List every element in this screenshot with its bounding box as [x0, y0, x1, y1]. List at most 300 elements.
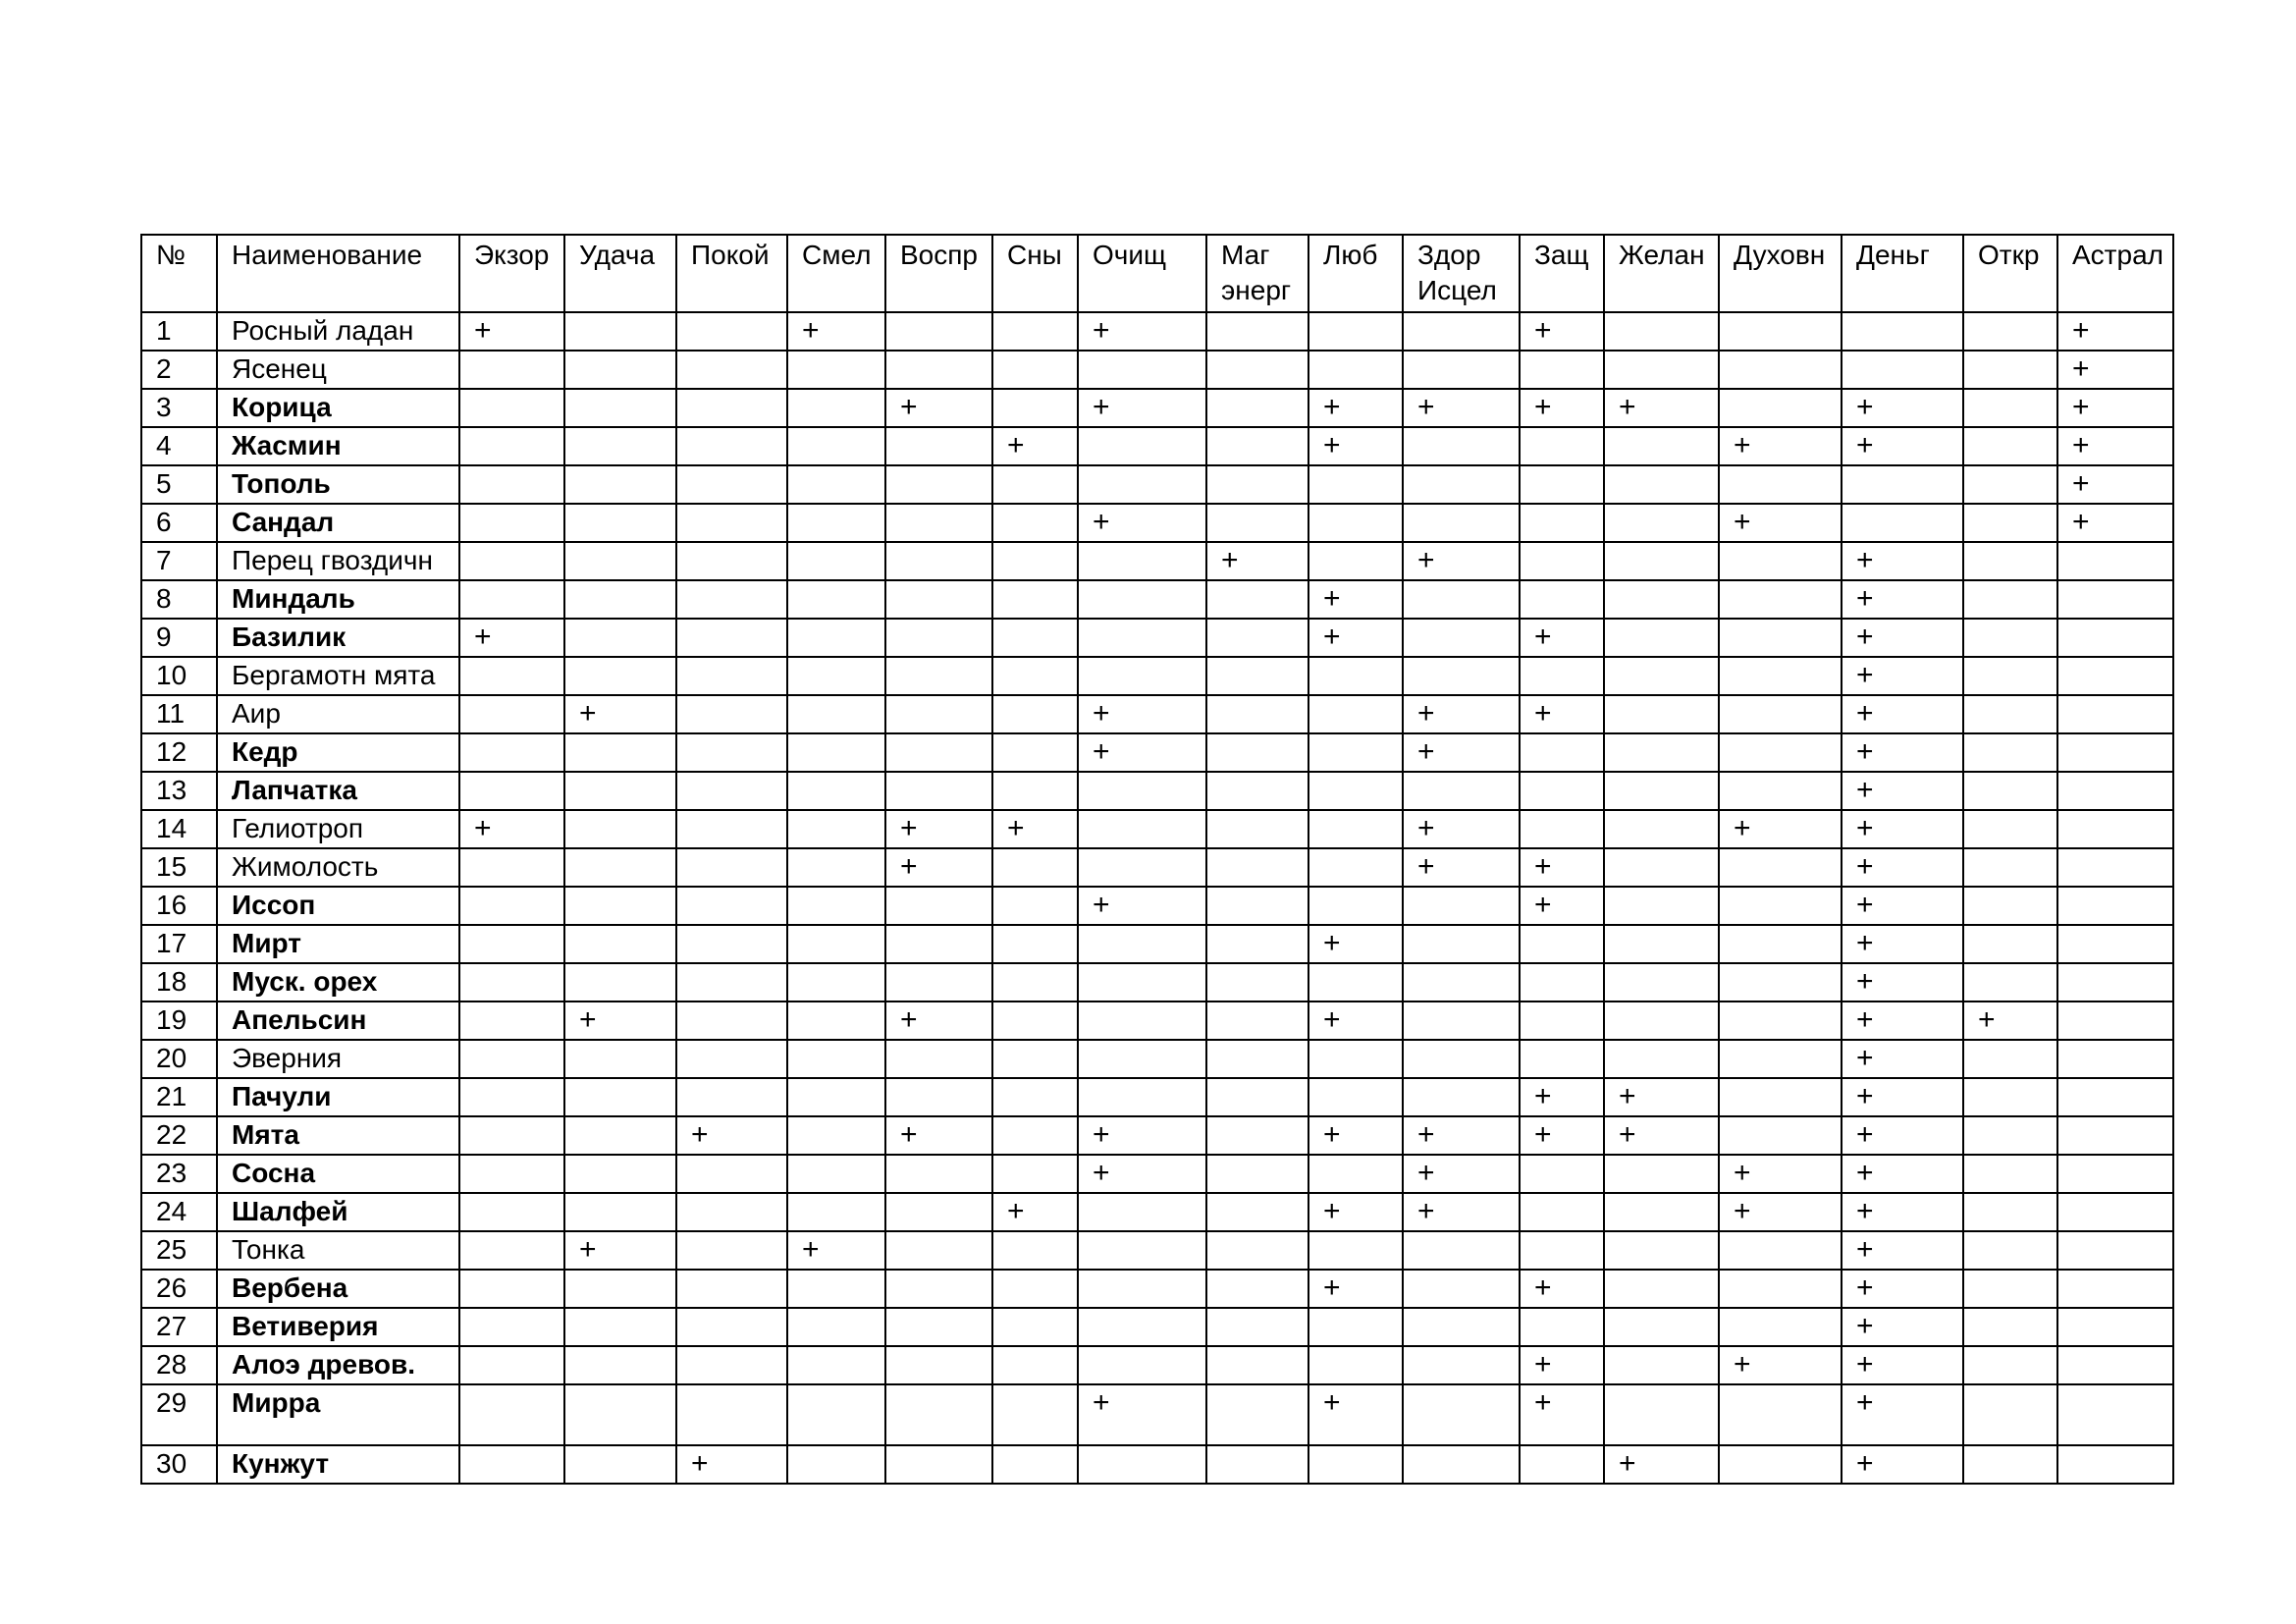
property-mark-cell: [885, 1078, 992, 1116]
property-mark-cell: [1719, 389, 1842, 427]
property-mark-cell: [1604, 695, 1719, 733]
property-mark-cell: [1604, 925, 1719, 963]
column-header: Люб: [1308, 235, 1403, 312]
property-mark-cell: [1963, 1308, 2057, 1346]
property-mark-cell: [787, 810, 885, 848]
property-mark-cell: [1520, 427, 1604, 465]
property-mark-cell: [564, 619, 676, 657]
property-mark-cell: [1963, 695, 2057, 733]
property-mark-cell: +: [992, 1193, 1078, 1231]
property-mark-cell: [885, 619, 992, 657]
property-mark-cell: [992, 657, 1078, 695]
property-mark-cell: [2057, 1155, 2173, 1193]
property-mark-cell: [459, 1001, 564, 1040]
property-mark-cell: [1719, 1270, 1842, 1308]
property-mark-cell: [2057, 657, 2173, 695]
property-mark-cell: +: [1963, 1001, 2057, 1040]
property-mark-cell: [676, 1346, 787, 1384]
property-mark-cell: [1206, 1078, 1308, 1116]
property-mark-cell: [885, 580, 992, 619]
property-mark-cell: [1206, 1346, 1308, 1384]
property-mark-cell: [787, 619, 885, 657]
property-mark-cell: [1403, 657, 1520, 695]
property-mark-cell: [1308, 810, 1403, 848]
row-number: 16: [141, 887, 217, 925]
property-mark-cell: +: [787, 1231, 885, 1270]
property-mark-cell: [459, 427, 564, 465]
table-row: [141, 351, 2173, 389]
property-mark-cell: +: [885, 810, 992, 848]
property-mark-cell: [1308, 1078, 1403, 1116]
property-mark-cell: +: [1842, 810, 1963, 848]
property-mark-cell: +: [676, 1116, 787, 1155]
row-number: 23: [141, 1155, 217, 1193]
property-mark-cell: [564, 1078, 676, 1116]
property-mark-cell: [885, 1384, 992, 1445]
row-number: 4: [141, 427, 217, 465]
property-mark-cell: [787, 504, 885, 542]
property-mark-cell: +: [1719, 1193, 1842, 1231]
property-mark-cell: [459, 695, 564, 733]
property-mark-cell: [992, 1308, 1078, 1346]
property-mark-cell: [1206, 1231, 1308, 1270]
table-row: [141, 465, 2173, 504]
property-mark-cell: +: [459, 619, 564, 657]
property-mark-cell: [1206, 580, 1308, 619]
property-mark-cell: [1520, 1155, 1604, 1193]
property-mark-cell: [564, 1384, 676, 1445]
table-row: [141, 542, 2173, 580]
property-mark-cell: +: [1078, 504, 1206, 542]
property-mark-cell: [564, 1270, 676, 1308]
property-mark-cell: [2057, 1346, 2173, 1384]
property-mark-cell: [1206, 465, 1308, 504]
row-number: 30: [141, 1445, 217, 1484]
property-mark-cell: [992, 695, 1078, 733]
property-mark-cell: [564, 351, 676, 389]
property-mark-cell: [885, 963, 992, 1001]
property-mark-cell: +: [459, 312, 564, 351]
table-row: [141, 772, 2173, 810]
property-mark-cell: [1963, 887, 2057, 925]
property-mark-cell: [676, 1001, 787, 1040]
row-number: 25: [141, 1231, 217, 1270]
property-mark-cell: +: [1842, 772, 1963, 810]
herb-name: Пачули: [217, 1078, 459, 1116]
property-mark-cell: +: [1842, 1116, 1963, 1155]
property-mark-cell: [1206, 351, 1308, 389]
property-mark-cell: [787, 925, 885, 963]
property-mark-cell: [459, 733, 564, 772]
property-mark-cell: [1520, 504, 1604, 542]
property-mark-cell: [459, 504, 564, 542]
property-mark-cell: [992, 1001, 1078, 1040]
property-mark-cell: [1308, 772, 1403, 810]
property-mark-cell: +: [1842, 619, 1963, 657]
herb-name: Жимолость: [217, 848, 459, 887]
herb-name: Ветиверия: [217, 1308, 459, 1346]
property-mark-cell: +: [564, 695, 676, 733]
property-mark-cell: +: [1842, 1155, 1963, 1193]
property-mark-cell: [1308, 657, 1403, 695]
property-mark-cell: [1963, 1116, 2057, 1155]
property-mark-cell: [1403, 1078, 1520, 1116]
property-mark-cell: [992, 1346, 1078, 1384]
property-mark-cell: [1308, 1346, 1403, 1384]
property-mark-cell: [1604, 619, 1719, 657]
table-row: [141, 1384, 2173, 1445]
property-mark-cell: [1206, 925, 1308, 963]
property-mark-cell: [992, 1040, 1078, 1078]
property-mark-cell: [459, 389, 564, 427]
table-row: [141, 1308, 2173, 1346]
property-mark-cell: [676, 580, 787, 619]
property-mark-cell: [1206, 810, 1308, 848]
property-mark-cell: [1403, 1270, 1520, 1308]
property-mark-cell: [676, 1078, 787, 1116]
property-mark-cell: [1963, 925, 2057, 963]
herb-name: Муск. орех: [217, 963, 459, 1001]
herb-name: Тополь: [217, 465, 459, 504]
herb-name: Иссоп: [217, 887, 459, 925]
property-mark-cell: +: [1308, 580, 1403, 619]
property-mark-cell: [885, 1445, 992, 1484]
property-mark-cell: [787, 1078, 885, 1116]
property-mark-cell: [564, 1040, 676, 1078]
property-mark-cell: +: [1520, 312, 1604, 351]
property-mark-cell: [676, 504, 787, 542]
property-mark-cell: [564, 887, 676, 925]
herb-name: Сандал: [217, 504, 459, 542]
property-mark-cell: [787, 695, 885, 733]
property-mark-cell: [787, 1116, 885, 1155]
row-number: 8: [141, 580, 217, 619]
table-row: [141, 427, 2173, 465]
property-mark-cell: [1078, 810, 1206, 848]
property-mark-cell: [1206, 1155, 1308, 1193]
property-mark-cell: [1963, 1193, 2057, 1231]
row-number: 15: [141, 848, 217, 887]
property-mark-cell: [1604, 580, 1719, 619]
property-mark-cell: +: [1520, 1078, 1604, 1116]
property-mark-cell: [564, 465, 676, 504]
property-mark-cell: [1963, 1384, 2057, 1445]
property-mark-cell: [1206, 1116, 1308, 1155]
row-number: 14: [141, 810, 217, 848]
property-mark-cell: [1308, 312, 1403, 351]
property-mark-cell: [787, 389, 885, 427]
property-mark-cell: [1842, 312, 1963, 351]
property-mark-cell: [1520, 1231, 1604, 1270]
property-mark-cell: [676, 427, 787, 465]
table-row: [141, 887, 2173, 925]
property-mark-cell: [564, 427, 676, 465]
herb-name: Лапчатка: [217, 772, 459, 810]
property-mark-cell: [885, 925, 992, 963]
property-mark-cell: [2057, 1445, 2173, 1484]
property-mark-cell: [1520, 810, 1604, 848]
table-row: [141, 1155, 2173, 1193]
property-mark-cell: [1078, 619, 1206, 657]
property-mark-cell: [885, 542, 992, 580]
property-mark-cell: [459, 465, 564, 504]
property-mark-cell: [1520, 1308, 1604, 1346]
property-mark-cell: [787, 1040, 885, 1078]
property-mark-cell: [1604, 657, 1719, 695]
herb-name: Бергамотн мята: [217, 657, 459, 695]
property-mark-cell: [992, 1384, 1078, 1445]
property-mark-cell: [1719, 657, 1842, 695]
column-header: Маг энерг: [1206, 235, 1308, 312]
property-mark-cell: [1604, 1001, 1719, 1040]
table-row: [141, 1270, 2173, 1308]
table-row: [141, 1116, 2173, 1155]
table-row: [141, 963, 2173, 1001]
property-mark-cell: [1963, 542, 2057, 580]
property-mark-cell: [1206, 657, 1308, 695]
property-mark-cell: [1308, 1308, 1403, 1346]
property-mark-cell: [1403, 427, 1520, 465]
property-mark-cell: +: [1842, 1078, 1963, 1116]
property-mark-cell: +: [1078, 887, 1206, 925]
property-mark-cell: +: [1842, 963, 1963, 1001]
property-mark-cell: [1842, 504, 1963, 542]
herb-name: Апельсин: [217, 1001, 459, 1040]
property-mark-cell: +: [1403, 810, 1520, 848]
property-mark-cell: +: [1842, 1346, 1963, 1384]
property-mark-cell: [1520, 351, 1604, 389]
property-mark-cell: [2057, 887, 2173, 925]
property-mark-cell: [1963, 619, 2057, 657]
property-mark-cell: [1520, 733, 1604, 772]
property-mark-cell: [1403, 772, 1520, 810]
property-mark-cell: +: [787, 312, 885, 351]
property-mark-cell: +: [1078, 1384, 1206, 1445]
property-mark-cell: [1403, 963, 1520, 1001]
table-row: [141, 312, 2173, 351]
herb-name: Алоэ древов.: [217, 1346, 459, 1384]
herb-name: Корица: [217, 389, 459, 427]
property-mark-cell: [1963, 1346, 2057, 1384]
property-mark-cell: +: [1308, 389, 1403, 427]
property-mark-cell: +: [1308, 1384, 1403, 1445]
property-mark-cell: [1963, 1231, 2057, 1270]
property-mark-cell: [564, 1193, 676, 1231]
property-mark-cell: +: [1719, 1346, 1842, 1384]
property-mark-cell: [1604, 1384, 1719, 1445]
property-mark-cell: +: [2057, 312, 2173, 351]
property-mark-cell: +: [1842, 1270, 1963, 1308]
property-mark-cell: [787, 1270, 885, 1308]
property-mark-cell: [1963, 810, 2057, 848]
property-mark-cell: [1206, 963, 1308, 1001]
property-mark-cell: +: [1078, 389, 1206, 427]
property-mark-cell: [1963, 1445, 2057, 1484]
property-mark-cell: [1308, 351, 1403, 389]
property-mark-cell: [2057, 619, 2173, 657]
property-mark-cell: [1403, 1308, 1520, 1346]
property-mark-cell: +: [459, 810, 564, 848]
property-mark-cell: [1719, 312, 1842, 351]
property-mark-cell: +: [1206, 542, 1308, 580]
column-header: Деньг: [1842, 235, 1963, 312]
property-mark-cell: [2057, 963, 2173, 1001]
property-mark-cell: +: [1842, 733, 1963, 772]
property-mark-cell: [1403, 312, 1520, 351]
property-mark-cell: +: [1078, 695, 1206, 733]
row-number: 29: [141, 1384, 217, 1445]
property-mark-cell: +: [1403, 1193, 1520, 1231]
property-mark-cell: [992, 848, 1078, 887]
property-mark-cell: [1963, 504, 2057, 542]
property-mark-cell: [564, 312, 676, 351]
column-header: №: [141, 235, 217, 312]
property-mark-cell: +: [1078, 733, 1206, 772]
column-header: Смел: [787, 235, 885, 312]
property-mark-cell: [1078, 963, 1206, 1001]
property-mark-cell: [787, 351, 885, 389]
property-mark-cell: [1308, 1445, 1403, 1484]
property-mark-cell: [676, 351, 787, 389]
property-mark-cell: [1206, 1308, 1308, 1346]
property-mark-cell: [1206, 427, 1308, 465]
row-number: 7: [141, 542, 217, 580]
column-header: Очищ: [1078, 235, 1206, 312]
property-mark-cell: [2057, 733, 2173, 772]
property-mark-cell: +: [1520, 619, 1604, 657]
property-mark-cell: [1520, 1445, 1604, 1484]
table-row: [141, 1346, 2173, 1384]
property-mark-cell: [992, 887, 1078, 925]
property-mark-cell: [1963, 1155, 2057, 1193]
property-mark-cell: [885, 465, 992, 504]
property-mark-cell: [1206, 772, 1308, 810]
property-mark-cell: [1719, 1231, 1842, 1270]
property-mark-cell: +: [1842, 1040, 1963, 1078]
property-mark-cell: [459, 351, 564, 389]
property-mark-cell: [1206, 504, 1308, 542]
property-mark-cell: [1403, 1040, 1520, 1078]
property-mark-cell: +: [1520, 1346, 1604, 1384]
property-mark-cell: [1604, 1270, 1719, 1308]
property-mark-cell: [1719, 1384, 1842, 1445]
property-mark-cell: [1719, 963, 1842, 1001]
property-mark-cell: [1604, 810, 1719, 848]
row-number: 11: [141, 695, 217, 733]
property-mark-cell: +: [1842, 1445, 1963, 1484]
property-mark-cell: +: [1842, 1001, 1963, 1040]
row-number: 19: [141, 1001, 217, 1040]
property-mark-cell: [992, 1445, 1078, 1484]
property-mark-cell: [459, 772, 564, 810]
property-mark-cell: +: [1842, 580, 1963, 619]
property-mark-cell: [564, 848, 676, 887]
property-mark-cell: [1604, 1231, 1719, 1270]
table-row: [141, 1231, 2173, 1270]
property-mark-cell: [1604, 772, 1719, 810]
property-mark-cell: +: [1842, 1193, 1963, 1231]
property-mark-cell: [885, 1155, 992, 1193]
property-mark-cell: [1719, 733, 1842, 772]
column-header: Воспр: [885, 235, 992, 312]
herb-name: Базилик: [217, 619, 459, 657]
property-mark-cell: [1520, 1040, 1604, 1078]
property-mark-cell: +: [2057, 504, 2173, 542]
property-mark-cell: [1308, 887, 1403, 925]
property-mark-cell: [1963, 963, 2057, 1001]
property-mark-cell: [992, 312, 1078, 351]
property-mark-cell: [459, 542, 564, 580]
property-mark-cell: [1719, 695, 1842, 733]
property-mark-cell: +: [1604, 1116, 1719, 1155]
property-mark-cell: [1719, 772, 1842, 810]
property-mark-cell: +: [1604, 1078, 1719, 1116]
property-mark-cell: [1719, 887, 1842, 925]
property-mark-cell: [1078, 848, 1206, 887]
property-mark-cell: +: [1842, 657, 1963, 695]
property-mark-cell: [787, 772, 885, 810]
property-mark-cell: [564, 1155, 676, 1193]
property-mark-cell: [1963, 733, 2057, 772]
property-mark-cell: [1963, 1078, 2057, 1116]
table-row: [141, 925, 2173, 963]
property-mark-cell: [1308, 504, 1403, 542]
property-mark-cell: [2057, 925, 2173, 963]
table-row: [141, 733, 2173, 772]
property-mark-cell: [1963, 772, 2057, 810]
property-mark-cell: [1604, 963, 1719, 1001]
herb-name: Вербена: [217, 1270, 459, 1308]
row-number: 27: [141, 1308, 217, 1346]
table-row: [141, 848, 2173, 887]
property-mark-cell: [564, 963, 676, 1001]
property-mark-cell: [459, 925, 564, 963]
property-mark-cell: [676, 1231, 787, 1270]
herb-name: Гелиотроп: [217, 810, 459, 848]
property-mark-cell: +: [1308, 1001, 1403, 1040]
property-mark-cell: [1078, 542, 1206, 580]
property-mark-cell: +: [1078, 1155, 1206, 1193]
property-mark-cell: [885, 772, 992, 810]
property-mark-cell: [1078, 351, 1206, 389]
property-mark-cell: [564, 772, 676, 810]
property-mark-cell: [1403, 925, 1520, 963]
property-mark-cell: [787, 427, 885, 465]
property-mark-cell: +: [1842, 695, 1963, 733]
property-mark-cell: [1206, 1001, 1308, 1040]
property-mark-cell: [992, 389, 1078, 427]
property-mark-cell: [1963, 1270, 2057, 1308]
property-mark-cell: +: [564, 1231, 676, 1270]
property-mark-cell: [1078, 1270, 1206, 1308]
property-mark-cell: +: [1842, 427, 1963, 465]
property-mark-cell: [2057, 1308, 2173, 1346]
property-mark-cell: [992, 351, 1078, 389]
property-mark-cell: [564, 1445, 676, 1484]
property-mark-cell: [992, 504, 1078, 542]
property-mark-cell: [564, 1116, 676, 1155]
property-mark-cell: [459, 1270, 564, 1308]
column-header: Сны: [992, 235, 1078, 312]
herb-properties-table: [140, 234, 2174, 1485]
property-mark-cell: [2057, 772, 2173, 810]
property-mark-cell: [1963, 351, 2057, 389]
property-mark-cell: [1403, 580, 1520, 619]
property-mark-cell: [676, 848, 787, 887]
property-mark-cell: [1206, 312, 1308, 351]
property-mark-cell: [1206, 1040, 1308, 1078]
property-mark-cell: [459, 580, 564, 619]
